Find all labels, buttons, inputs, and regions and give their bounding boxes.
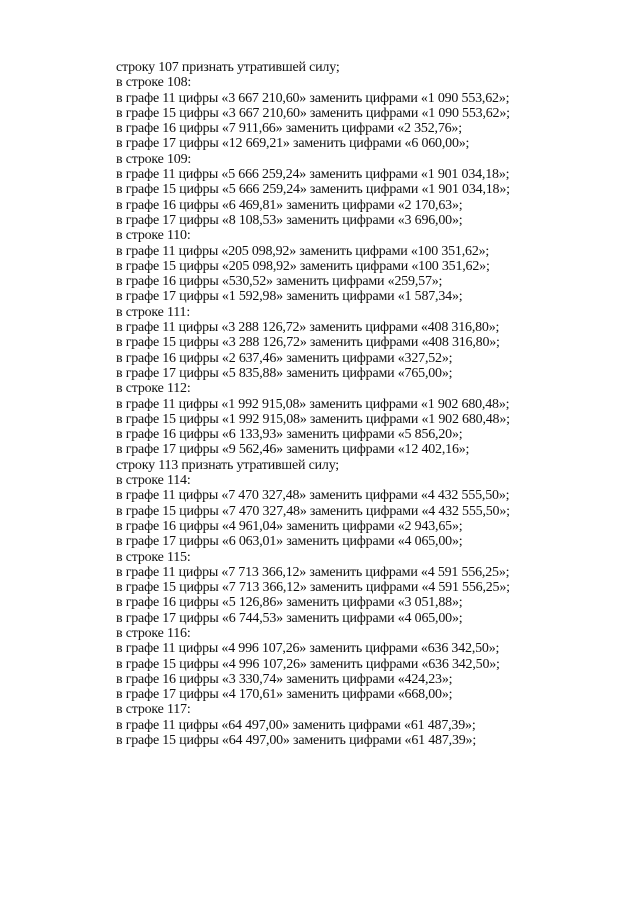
document-line: в графе 11 цифры «205 098,92» заменить цифрами «100 351,62»;: [116, 243, 490, 259]
document-line: в графе 11 цифры «5 666 259,24» заменить цифрами «1 901 034,18»;: [116, 167, 510, 183]
document-line: в графе 15 цифры «3 288 126,72» заменить цифрами «408 316,80»;: [116, 335, 500, 351]
document-line: в графе 15 цифры «4 996 107,26» заменить цифрами «636 342,50»;: [116, 656, 500, 672]
document-line: в графе 11 цифры «4 996 107,26» заменить цифрами «636 342,50»;: [116, 641, 500, 657]
document-line: в графе 17 цифры «6 744,53» заменить цифрами «4 065,00»;: [116, 610, 463, 626]
document-line: в графе 16 цифры «6 469,81» заменить цифрами «2 170,63»;: [116, 197, 463, 213]
document-line: в графе 15 цифры «7 470 327,48» заменить цифрами «4 432 555,50»;: [116, 503, 510, 519]
document-line: в графе 11 цифры «7 713 366,12» заменить цифрами «4 591 556,25»;: [116, 564, 510, 580]
document-line: в строке 115:: [116, 549, 191, 565]
document-line: в графе 16 цифры «6 133,93» заменить цифрами «5 856,20»;: [116, 427, 463, 443]
document-line: в графе 16 цифры «4 961,04» заменить цифрами «2 943,65»;: [116, 518, 463, 534]
document-line: в строке 114:: [116, 473, 191, 489]
document-line: строку 107 признать утратившей силу;: [116, 60, 340, 75]
document-line: в строке 117:: [116, 702, 191, 718]
document-line: в графе 15 цифры «5 666 259,24» заменить цифрами «1 901 034,18»;: [116, 182, 510, 198]
document-line: в графе 11 цифры «3 667 210,60» заменить цифрами «1 090 553,62»;: [116, 90, 510, 106]
document-line: в строке 108:: [116, 75, 192, 91]
document-line: в графе 16 цифры «3 330,74» заменить цифрами «424,23»;: [116, 671, 453, 687]
document-line: в графе 11 цифры «7 470 327,48» заменить цифрами «4 432 555,50»;: [116, 488, 510, 504]
document-line: в графе 15 цифры «64 497,00» заменить цифрами «61 487,39»;: [116, 733, 477, 749]
document-line: в графе 15 цифры «205 098,92» заменить цифрами «100 351,62»;: [116, 258, 490, 274]
document-line: в графе 17 цифры «4 170,61» заменить цифрами «668,00»;: [116, 687, 453, 703]
document-line: в графе 15 цифры «3 667 210,60» заменить цифрами «1 090 553,62»;: [116, 105, 510, 121]
document-line: в строке 116:: [116, 625, 191, 641]
document-body: [116, 60, 596, 748]
document-line: в графе 16 цифры «2 637,46» заменить цифрами «327,52»;: [116, 350, 453, 366]
document-line: в графе 11 цифры «3 288 126,72» заменить цифрами «408 316,80»;: [116, 320, 500, 336]
document-line: в графе 11 цифры «64 497,00» заменить цифрами «61 487,39»;: [116, 717, 476, 733]
document-line: в графе 16 цифры «5 126,86» заменить цифрами «3 051,88»;: [116, 595, 463, 611]
document-line: в графе 17 цифры «9 562,46» заменить цифрами «12 402,16»;: [116, 442, 470, 458]
document-line: в графе 17 цифры «12 669,21» заменить цифрами «6 060,00»;: [116, 136, 470, 152]
document-line: в графе 17 цифры «6 063,01» заменить цифрами «4 065,00»;: [116, 534, 463, 550]
document-line: в строке 111:: [116, 304, 191, 320]
document-line: в графе 16 цифры «530,52» заменить цифрами «259,57»;: [116, 274, 443, 290]
document-line: в строке 109:: [116, 151, 192, 167]
document-line: в графе 17 цифры «5 835,88» заменить цифрами «765,00»;: [116, 365, 453, 381]
document-line: в графе 11 цифры «1 992 915,08» заменить цифрами «1 902 680,48»;: [116, 396, 510, 412]
document-line: в графе 16 цифры «7 911,66» заменить цифрами «2 352,76»;: [116, 121, 462, 137]
document-line: в графе 17 цифры «8 108,53» заменить цифрами «3 696,00»;: [116, 212, 463, 228]
document-line: в графе 15 цифры «7 713 366,12» заменить цифрами «4 591 556,25»;: [116, 580, 510, 596]
document-line: в строке 110:: [116, 228, 191, 244]
document-line: в графе 17 цифры «1 592,98» заменить цифрами «1 587,34»;: [116, 289, 463, 305]
document-line: в графе 15 цифры «1 992 915,08» заменить цифрами «1 902 680,48»;: [116, 411, 510, 427]
document-line: строку 113 признать утратившей силу;: [116, 457, 339, 473]
document-line: в строке 112:: [116, 381, 191, 397]
